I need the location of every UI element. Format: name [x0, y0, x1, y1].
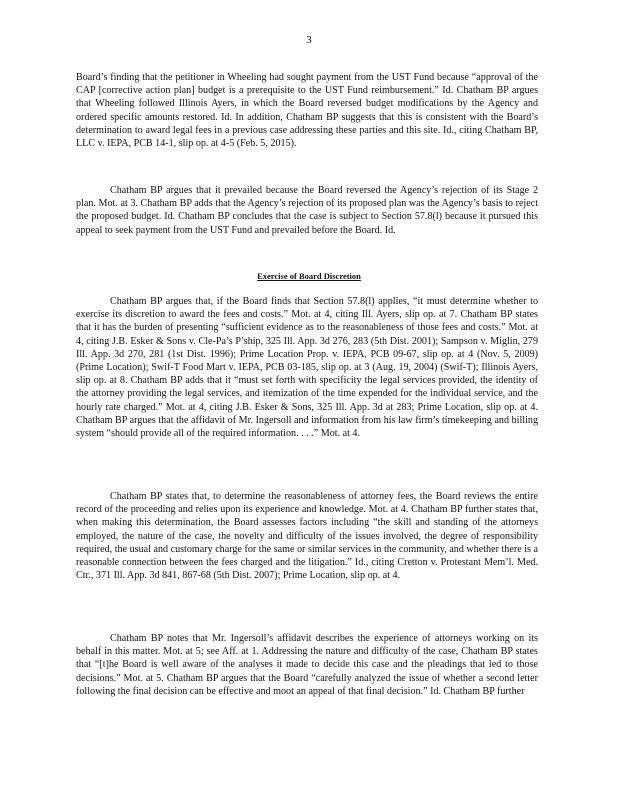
- paragraph-4: Chatham BP states that, to determine the reasonableness of attorney fees, the Board reviews the entire record of the proceeding and relies upon its experience and knowledge. Mot. at 4. Chatham BP further states that, when making this determination, the Board assesses factors including “the skill and standing of the attorneys employed, the nature of the case, the novelty and difficulty of the issues involved, the degree of responsibility required, the usual and customary charge for the same or similar services in the community, and whether there is a reasonable connection between the fees charged and the litigation.” Id., citing Cretton v. Protestant Mem’l. Med. Ctr., 371 Ill. App. 3d 841, 867-68 (5th Dist. 2007); Prime Location, slip op. at 4.: [76, 491, 538, 582]
- paragraph-1: Board’s finding that the petitioner in Wheeling had sought payment from the UST Fund because “approval of the CAP [corrective action plan] budget is a prerequisite to the UST Fund reimbursement.” Id. Chatham BP argues that Wheeling followed Illinois Ayers, in which the Board reversed budget modifications by the Agency and ordered specific amounts restored. Id. In addition, Chatham BP suggests that this is consistent with the Board’s determination to award legal fees in a previous case addressing these parties and this site. Id., citing Chatham BP, LLC v. IEPA, PCB 14-1, slip op. at 4-5 (Feb. 5, 2015).: [76, 72, 538, 150]
- section-heading: Exercise of Board Discretion: [257, 271, 361, 281]
- paragraph-2: Chatham BP argues that it prevailed because the Board reversed the Agency’s rejection of its Stage 2 plan. Mot. at 3. Chatham BP adds that the Agency’s rejection of its proposed plan was the Agency’s basis to reject the proposed budget. Id. Chatham BP concludes that the case is subject to Section 57.8(l) because it pursued this appeal to seek payment from the UST Fund and prevailed before the Board. Id.: [76, 185, 538, 236]
- page-number: 3: [306, 34, 312, 46]
- paragraph-5: Chatham BP notes that Mr. Ingersoll’s affidavit describes the experience of attorneys working on its behalf in this matter. Mot. at 5; see Aff. at 1. Addressing the nature and difficulty of the case, Chatham BP states that “[t]he Board is well aware of the analyses it made to decide this case and the pleadings that led to those decisions.” Mot. at 5. Chatham BP argues that the Board “carefully analyzed the issue of whether a second letter following the final decision can be effective and moot an appeal of that final decision.” Id. Chatham BP further: [76, 633, 538, 697]
- paragraph-3: Chatham BP argues that, if the Board finds that Section 57.8(l) applies, “it must determine whether to exercise its discretion to award the fees and costs.” Mot. at 4, citing Ill. Ayers, slip op. at 7. Chatham BP states that it has the burden of presenting “sufficient evidence as to the reasonableness of those fees and costs.” Mot. at 4, citing J.B. Esker & Sons v. Cle-Pa’s P’ship, 325 Ill. App. 3d 276, 283 (5th Dist. 2001); Sampson v. Miglin, 279 Ill. App. 3d 270, 281 (1st Dist. 1996); Prime Location Prop. v. IEPA, PCB 09-67, slip op. at 4 (Nov. 5, 2009) (Prime Location); Swif-T Food Mart v. IEPA, PCB 03-185, slip op. at 3 (Aug. 19, 2004) (Swif-T); Illinois Ayers, slip op. at 8. Chatham BP adds that it “must set forth with specificity the legal services provided, the identity of the attorney providing the legal services, and itemization of the time expended for the individual service, and the hourly rate charged.” Mot. at 4, citing J.B. Esker & Sons, 325 Ill. App. 3d at 283; Prime Location, slip op. at 4. Chatham BP argues that the affidavit of Mr. Ingersoll and information from his law firm’s timekeeping and billing system “should provide all of the required information. . . .” Mot. at 4.: [76, 296, 538, 440]
